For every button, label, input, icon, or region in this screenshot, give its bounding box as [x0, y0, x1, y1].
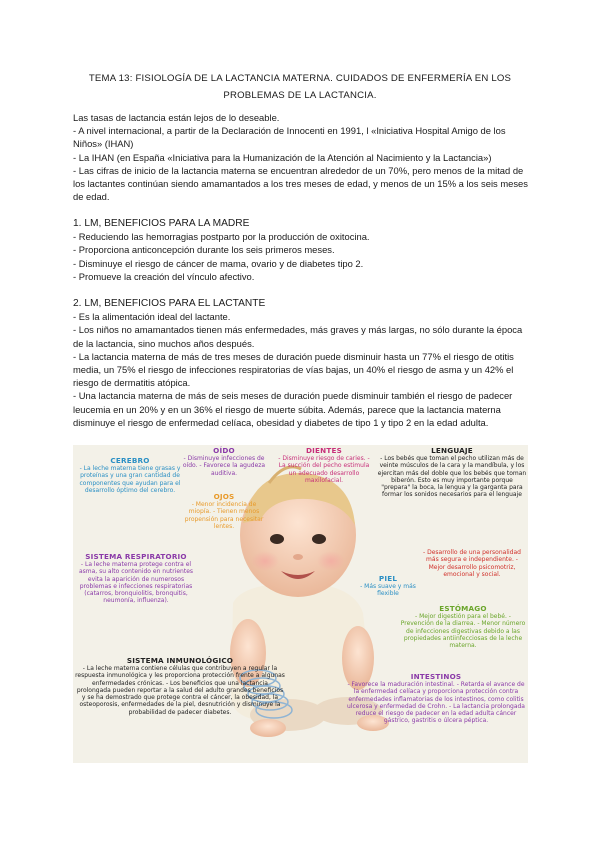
block-body: - Mejor digestión para el bebé. - Prevención de la diarrea. - Menor número de infecciones digestivas debido a las propiedades antiinfecciosas de la leche materna.	[400, 613, 526, 650]
info-block-stomach	[399, 605, 527, 649]
block-body: - Disminuye infecciones de oído. - Favorece la agudeza auditiva.	[182, 455, 266, 477]
info-block-eyes	[181, 493, 267, 530]
block-heading: INTESTINOS	[410, 672, 462, 681]
info-block-ear	[179, 447, 269, 477]
section-heading: 1. LM, BENEFICIOS PARA LA MADRE	[73, 218, 250, 229]
block-heading: CEREBRO	[110, 456, 150, 465]
list-item: - Reduciendo las hemorragias postparto por la producción de oxitocina.	[73, 231, 370, 243]
block-heading: PIEL	[378, 574, 398, 583]
info-block-brain	[77, 457, 183, 494]
info-block-teeth	[275, 447, 373, 484]
list-item: - La lactancia materna de más de tres meses de duración puede disminuir hasta un 77% el riesgo de otitis media, un 75% el riesgo de infecciones respiratorias de vías bajas, un 40% el riesgo de asma y un 42% el riesgo de dermatitis atópica.	[73, 350, 514, 389]
block-body: - Disminuye riesgo de caries. - La succión del pecho estimula un adecuado desarrollo maxilofacial.	[278, 455, 370, 484]
block-heading: OJOS	[213, 492, 235, 501]
block-heading: SISTEMA RESPIRATORIO	[85, 552, 187, 561]
intro-paragraph: Las tasas de lactancia están lejos de lo deseable.	[73, 112, 280, 123]
block-body: - Menor incidencia de miopía. - Tienen menos propensión para necesitar lentes.	[184, 501, 264, 530]
intro-paragraph: - Las cifras de inicio de la lactancia materna se encuentran alrededor de un 70%, pero menos de la mitad de los lactantes continúan siendo amamantados a los tres meses de edad, y menos de un 15% a los seis meses de edad.	[73, 164, 528, 203]
list-item: - Disminuye el riesgo de cáncer de mama, ovario y de diabetes tipo 2.	[73, 257, 364, 269]
block-heading: LENGUAJE	[431, 446, 473, 455]
block-body: - La leche materna contiene células que contribuyen a regular la respuesta inmunológica y les proporciona protección frente a algunas enfermedades crónicas. - Los beneficios que una lactancia prolongada pueden reportar a la salud del adulto grandes beneficios y se ha demostrado que protege contra el cáncer, la obesidad, la osteoporosis, enfermedades de la piel, desnutrición y disminuye la probabilidad de padecer diabetes.	[75, 665, 285, 716]
info-block-immune	[75, 657, 285, 716]
list-item: - Proporciona anticoncepción durante los seis primeros meses.	[73, 244, 335, 256]
list-item: - Es la alimentación ideal del lactante.	[73, 311, 231, 323]
block-body: - Los bebés que toman el pecho utilizan más de veinte músculos de la cara y la mandíbula, y los ejercitan más del doble que los bebés que toman biberón. Esto es muy importante porque "prepara" la boca, la lengua y la garganta para formar los sonidos necesarios para el lenguaje	[377, 455, 527, 499]
info-block-intestines	[345, 673, 527, 725]
block-body: - Desarrollo de una personalidad más segura e independiente. - Mejor desarrollo psicomotriz, emocional y social.	[423, 549, 521, 578]
info-block-language	[377, 447, 527, 499]
page-title: TEMA 13: FISIOLOGÍA DE LA LACTANCIA MATERNA. CUIDADOS DE ENFERMERÍA EN LOS PROBLEMAS DE LA LACTANCIA.	[88, 73, 512, 101]
info-block-development	[417, 549, 527, 578]
list-item: - Una lactancia materna de más de seis meses de duración puede disminuir también el riesgo de padecer leucemia en un 20% y en un 36% el riesgo de muerte súbita. Además, parece que la lactancia materna disminuye el riesgo de enfermedad celíaca, obesidad y diabetes de tipo 1 y tipo 2 en la edad adulta.	[73, 390, 513, 428]
intro-section	[73, 111, 531, 203]
info-block-skin	[353, 575, 423, 598]
block-body: - Favorece la maduración intestinal. - Retarda el avance de la enfermedad celíaca y proporciona protección contra enfermedades inflamatorias de los intestinos, como colitis ulcerosa y enfermedad de Crohn. - La lactancia prolongada reduce el riesgo de padecer en la edad adulta cáncer gástrico, gastritis o úlcera péptica.	[346, 681, 525, 725]
block-body: - Más suave y más flexible	[360, 583, 416, 598]
list-item: - Promueve la creación del vínculo afectivo.	[73, 270, 255, 282]
info-block-respiratory	[75, 553, 197, 605]
block-heading: OÍDO	[213, 446, 235, 455]
benefits-infographic	[73, 445, 528, 763]
intro-paragraph: - A nivel internacional, a partir de la Declaración de Innocenti en 1991, l «Iniciativa Hospital Amigo de los Niños» (IHAN)	[73, 125, 506, 150]
intro-paragraph: - La IHAN (en España «Iniciativa para la Humanización de la Atención al Nacimiento y la Lactancia»)	[73, 151, 492, 163]
section-infant-benefits	[73, 297, 531, 429]
block-heading: ESTÓMAGO	[439, 604, 487, 613]
block-heading: DIENTES	[306, 446, 342, 455]
list-item: - Los niños no amamantados tienen más enfermedades, más graves y más largas, no sólo durante la época de la lactancia, sino muchos años después.	[73, 324, 523, 349]
section-heading: 2. LM, BENEFICIOS PARA EL LACTANTE	[73, 298, 266, 309]
section-mother-benefits	[73, 217, 531, 283]
block-body: - La leche materna tiene grasas y proteínas y una gran cantidad de componentes que ayudan para el desarrollo óptimo del cerebro.	[79, 465, 181, 494]
block-heading: SISTEMA INMUNOLÓGICO	[126, 656, 234, 665]
block-body: - La leche materna protege contra el asma, su alto contenido en nutrientes evita la aparición de numerosos problemas e infecciones respiratorias (catarros, bronquiolitis, bronquitis, neumonía, influenza).	[78, 561, 194, 605]
